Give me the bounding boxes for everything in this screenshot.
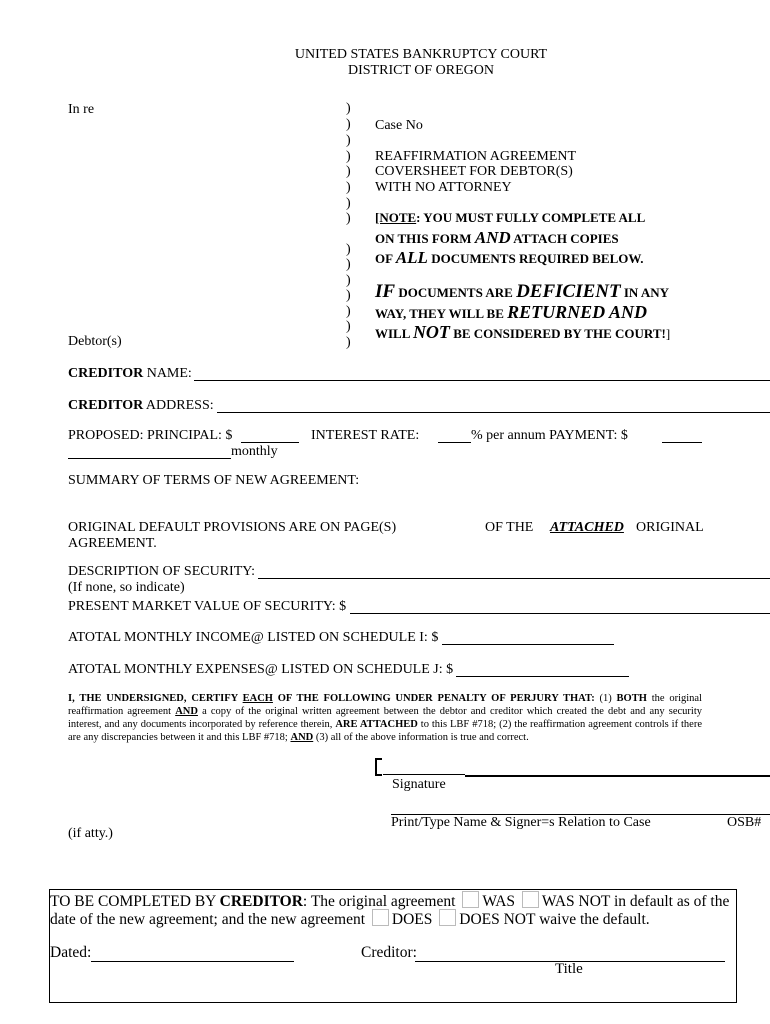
was-label: WAS (482, 893, 516, 910)
interest-rate-field[interactable] (438, 442, 471, 443)
dated-field[interactable] (91, 961, 294, 962)
monthly-income-field[interactable] (442, 644, 614, 645)
cert-text: (1) (594, 693, 617, 704)
signature-field[interactable] (465, 775, 770, 777)
creditor-box-text: date of the new agreement; and the new agreement (50, 911, 369, 928)
paren: ) (346, 180, 351, 195)
default-provisions-of-the: OF THE (485, 520, 534, 535)
creditor-bold: CREDITOR (68, 398, 144, 413)
attached-emphasis: ATTACHED (550, 520, 624, 535)
creditor-address-text: ADDRESS: (143, 398, 214, 413)
note-text: BE CONSIDERED BY THE COURT! (449, 326, 666, 341)
paren: ) (346, 242, 351, 257)
cert-text: a copy of the original written agreement between the debtor and creditor which created the debt and any security interest, and any documents incorporated by reference therein, (68, 706, 703, 730)
was-not-label: WAS NOT in default as of the (541, 893, 730, 910)
creditor-box-emphasis: CREDITOR (219, 893, 303, 910)
creditor-signature-label: Creditor: (361, 944, 417, 961)
court-name: UNITED STATES BANKRUPTCY COURT (294, 47, 548, 62)
note-emphasis: DEFICIENT (516, 281, 621, 302)
paren: ) (346, 149, 351, 164)
paren: ) (346, 133, 351, 148)
creditor-box-line2 (50, 909, 650, 929)
paren: ) (346, 164, 351, 179)
market-value-label: PRESENT MARKET VALUE OF SECURITY: $ (68, 599, 347, 614)
note-text: DOCUMENTS ARE (395, 285, 517, 300)
does-label: DOES (391, 911, 433, 928)
interest-rate-label: INTEREST RATE: (311, 428, 420, 443)
if-atty-label: (if atty.) (68, 826, 113, 841)
payment-frequency-field[interactable] (68, 458, 231, 459)
cert-emphasis: BOTH (616, 693, 647, 704)
creditor-address-label (68, 398, 214, 414)
if-none-note: (If none, so indicate) (68, 580, 185, 595)
default-provisions-original: ORIGINAL (636, 520, 704, 535)
creditor-name-label (68, 366, 192, 382)
note-line6 (375, 322, 670, 343)
osb-label: OSB# (727, 815, 762, 830)
note-line4 (375, 281, 669, 303)
note-emphasis: NOT (412, 322, 450, 342)
note-text: ON THIS FORM (375, 231, 475, 246)
monthly-expenses-field[interactable] (456, 676, 629, 677)
paren: ) (346, 196, 351, 211)
cert-text: I, THE UNDERSIGNED, CERTIFY (68, 693, 243, 704)
note-line5 (375, 302, 647, 323)
cert-emphasis: AND (175, 706, 198, 717)
paren: ) (346, 335, 351, 350)
note-text: IN ANY (620, 285, 670, 300)
creditor-box-text: : The original agreement (302, 893, 460, 910)
note-text: WAY, THEY WILL BE (375, 306, 508, 321)
does-not-checkbox[interactable] (439, 909, 456, 926)
note-text: ATTACH COPIES (510, 231, 619, 246)
creditor-completion-box (49, 889, 737, 1003)
cert-emphasis: EACH (242, 693, 273, 704)
paren: ) (346, 257, 351, 272)
cert-emphasis: ARE ATTACHED (335, 719, 418, 730)
was-checkbox[interactable] (462, 891, 479, 908)
creditor-name-field[interactable] (194, 380, 770, 381)
principal-field[interactable] (241, 442, 299, 443)
does-not-label: DOES NOT waive the default. (459, 911, 650, 928)
note-label: [NOTE (375, 210, 417, 225)
note-line2 (375, 228, 619, 248)
form-title-line1: REAFFIRMATION AGREEMENT (375, 149, 577, 164)
case-no-label: Case No (375, 118, 423, 133)
monthly-expenses-label: ATOTAL MONTHLY EXPENSES@ LISTED ON SCHEDULE J: $ (68, 662, 454, 677)
security-description-label: DESCRIPTION OF SECURITY: (68, 564, 255, 579)
paren: ) (346, 101, 351, 116)
form-title-line2: COVERSHEET FOR DEBTOR(S) (375, 164, 573, 179)
district-name: DISTRICT OF OREGON (348, 63, 494, 78)
cert-emphasis: AND (290, 732, 314, 743)
paren: ) (346, 288, 351, 303)
form-title-line3: WITH NO ATTORNEY (375, 180, 512, 195)
note-line1 (375, 210, 645, 226)
paren: ) (346, 304, 351, 319)
default-provisions-agreement: AGREEMENT. (68, 536, 157, 551)
note-line3 (375, 248, 643, 268)
market-value-field[interactable] (350, 613, 770, 614)
monthly-label: monthly (231, 444, 278, 459)
monthly-income-label: ATOTAL MONTHLY INCOME@ LISTED ON SCHEDULE I: $ (68, 630, 439, 645)
note-text: DOCUMENTS REQUIRED BELOW. (427, 251, 644, 266)
default-provisions-label: ORIGINAL DEFAULT PROVISIONS ARE ON PAGE(S) (68, 520, 397, 535)
print-name-label: Print/Type Name & Signer=s Relation to Case (391, 815, 651, 830)
cert-text: (3) all of the above information is true and correct. (313, 732, 529, 743)
signature-label: Signature (392, 777, 446, 792)
note-text: OF (375, 251, 396, 266)
payment-label: % per annum PAYMENT: $ (471, 428, 628, 443)
signature-short-line (383, 774, 465, 775)
note-text: : YOU MUST FULLY COMPLETE ALL (416, 210, 646, 225)
dated-label: Dated: (50, 944, 92, 961)
note-emphasis: AND (474, 228, 511, 247)
note-text: ] (665, 326, 671, 341)
cert-text: to this LBF #718; (2) the reaffirmation agreement controls if there are any discrepancies between it and this LBF #718; (68, 719, 702, 743)
cert-text: the original reaffirmation agreement (68, 693, 702, 717)
signature-marker-icon (375, 758, 382, 776)
creditor-title-label: Title (555, 961, 583, 977)
paren: ) (346, 273, 351, 288)
paren: ) (346, 211, 351, 226)
payment-field[interactable] (662, 442, 702, 443)
creditor-box-line1 (50, 891, 729, 911)
note-emphasis: ALL (395, 248, 428, 267)
creditor-name-text: NAME: (143, 366, 192, 381)
note-emphasis: RETURNED AND (507, 302, 647, 322)
note-emphasis: IF (375, 281, 396, 302)
note-text: WILL (375, 326, 413, 341)
cert-text: OF THE FOLLOWING UNDER PENALTY OF PERJURY THAT: (272, 693, 595, 704)
security-description-field[interactable] (258, 578, 770, 579)
proposed-principal-label: PROPOSED: PRINCIPAL: $ (68, 428, 233, 443)
creditor-bold: CREDITOR (68, 366, 144, 381)
paren: ) (346, 319, 351, 334)
paren: ) (346, 117, 351, 132)
in-re-label: In re (68, 102, 95, 117)
summary-label: SUMMARY OF TERMS OF NEW AGREEMENT: (68, 473, 360, 488)
does-checkbox[interactable] (372, 909, 389, 926)
certification-paragraph (68, 692, 702, 744)
debtors-label: Debtor(s) (68, 334, 122, 349)
was-not-checkbox[interactable] (522, 891, 539, 908)
creditor-box-text: TO BE COMPLETED BY (50, 893, 220, 910)
creditor-address-field[interactable] (217, 412, 770, 413)
